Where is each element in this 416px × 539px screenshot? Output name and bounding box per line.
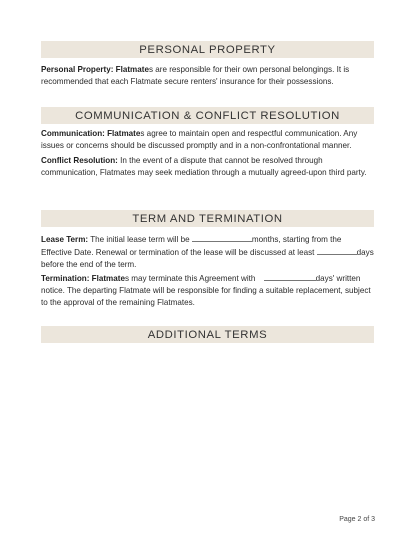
conflict-resolution-paragraph: [41, 155, 377, 179]
lease-term-paragraph: [41, 233, 377, 272]
paragraph-text: before the end of the term.: [41, 260, 137, 270]
lease-months-blank[interactable]: [192, 233, 252, 242]
term-label: Communication: Flatmate: [41, 129, 141, 138]
paragraph-text: s may terminate this Agreement with: [124, 274, 258, 283]
paragraph-text: days: [356, 248, 374, 258]
termination-paragraph: [41, 272, 377, 310]
personal-property-paragraph: [41, 64, 377, 88]
section-heading-term: [41, 210, 374, 227]
term-label: Personal Property: Flatmate: [41, 65, 149, 74]
term-label: Conflict Resolution:: [41, 156, 118, 165]
paragraph-text: recommended that each Flatmate secure renters' insurance for their possessions.: [41, 77, 334, 87]
section-heading-personal-property: [41, 41, 374, 58]
term-label: Termination: Flatmate: [41, 274, 125, 283]
paragraph-text: to the approval of the remaining Flatmates.: [41, 298, 195, 308]
heading-text: ADDITIONAL TERMS: [147, 328, 268, 341]
paragraph-text: issues or concerns should be discussed promptly and in a non-confrontational manner.: [41, 141, 352, 151]
paragraph-text: Effective Date. Renewal or termination of the lease will be discussed at least: [41, 248, 317, 258]
paragraph-text: days' written: [315, 274, 361, 283]
term-label: Lease Term:: [41, 235, 89, 244]
paragraph-text: s are responsible for their own personal belongings. It is: [148, 65, 350, 74]
heading-text: COMMUNICATION & CONFLICT RESOLUTION: [75, 109, 340, 122]
communication-paragraph: [41, 128, 377, 152]
page-number: Page 2 of 3: [339, 516, 375, 523]
paragraph-text: The initial lease term will be: [88, 235, 192, 244]
renewal-days-blank[interactable]: [317, 246, 357, 255]
paragraph-text: notice. The departing Flatmate will be responsible for finding a suitable replacement, subject: [41, 286, 371, 296]
section-heading-communication: [41, 107, 374, 124]
heading-text: PERSONAL PROPERTY: [139, 43, 276, 56]
paragraph-text: communication, Flatmates may seek mediation through a mutually agreed-upon third party.: [41, 168, 367, 178]
section-heading-additional-terms: [41, 326, 374, 343]
notice-days-blank[interactable]: [264, 272, 316, 281]
paragraph-text: months, starting from the: [251, 235, 342, 244]
paragraph-text: In the event of a dispute that cannot be resolved through: [117, 156, 323, 165]
paragraph-text: s agree to maintain open and respectful communication. Any: [140, 129, 358, 138]
heading-text: TERM AND TERMINATION: [132, 212, 283, 225]
